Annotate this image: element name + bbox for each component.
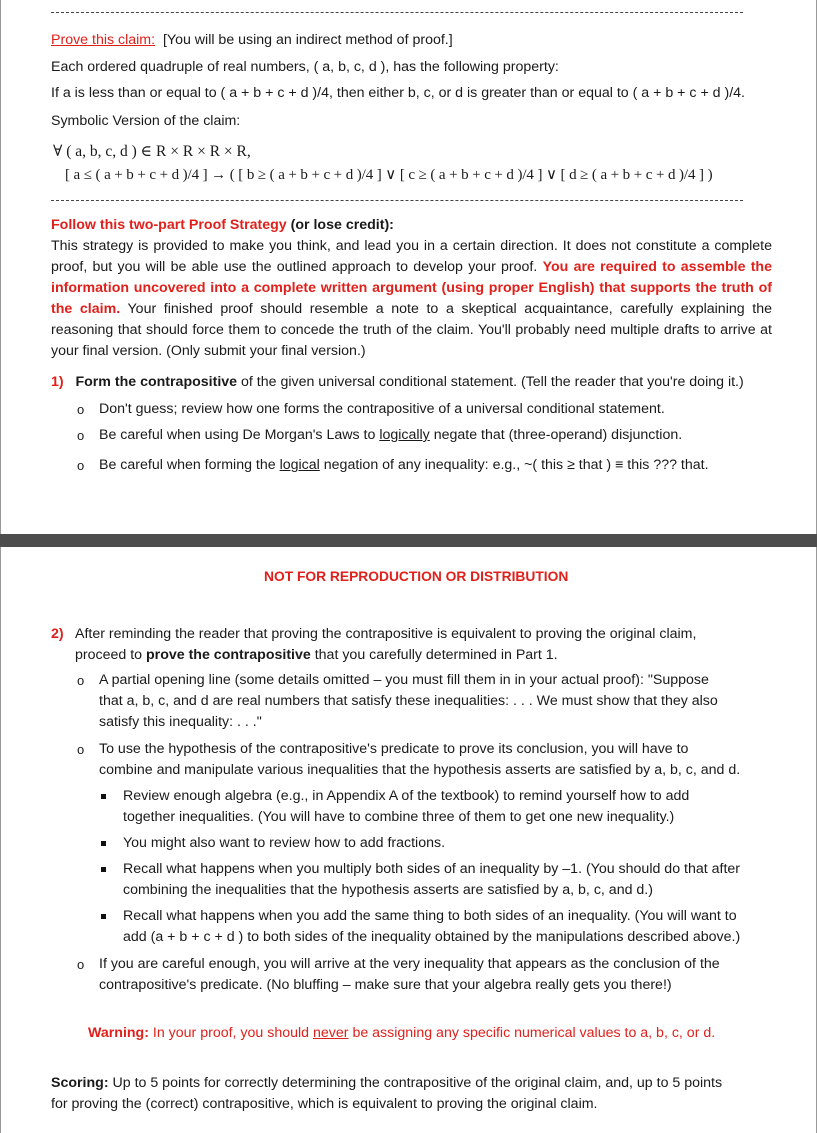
step1-rest: of the given universal conditional statement. (Tell the reader that you're doing it.) [237,374,744,390]
step2-line-1: After reminding the reader that proving the contrapositive is equivalent to proving the original claim, [75,626,697,642]
claim-line-1: Each ordered quadruple of real numbers, ( a, b, c, d ), has the following property: [51,59,559,75]
square-bullet-icon [101,867,106,872]
step1-bullet-2-ul: logically [379,427,430,443]
step2-line-2-a: proceed to [75,647,146,663]
step1-bullet-2 [99,426,682,444]
strategy-text-red: You are required to assemble the information uncovered into a complete written argument (using proper English) that supports the truth of the claim. [51,259,772,317]
symbolic-label: Symbolic Version of the claim: [51,113,241,129]
claim-heading-note: [You will be using an indirect method of proof.] [162,32,453,48]
scoring-line-1 [51,1074,722,1092]
step1-bold: Form the contrapositive [75,374,238,390]
step1-bullet-3 [99,456,709,474]
scoring-label: Scoring: [51,1075,109,1091]
step2-bullet-2-l1: To use the hypothesis of the contrapositive's predicate to prove its conclusion, you will have to [99,741,689,757]
square-bullet-icon [101,841,106,846]
strategy-paragraph [51,236,772,362]
step2-bullet-1-l3: satisfy this inequality: . . ." [99,714,262,730]
claim-heading-line [51,31,453,49]
step2-bullet-3-l2: contrapositive's predicate. (No bluffing – make sure that your algebra really gets you there!) [99,977,672,993]
step1-bullet-3-ul: logical [279,457,320,473]
strategy-heading [51,216,394,234]
warning-label: Warning: [88,1025,149,1041]
notice-banner: NOT FOR REPRODUCTION OR DISTRIBUTION [264,569,569,584]
dashed-divider-middle [51,200,743,201]
strategy-text-1: This strategy is provided to make you think, and lead you in a certain direction. It does not constitute a complete proof, but you will be able use the outlined approach to develop your proof. [51,238,772,275]
warning-text-ul: never [313,1025,349,1041]
step2-number: 2) [51,626,64,642]
hollow-bullet-icon: o [77,402,85,417]
warning-text-a: In your proof, you should [148,1025,313,1041]
square-bullet-icon [101,794,106,799]
strategy-heading-red: Follow this two-part Proof Strategy [51,217,287,233]
hollow-bullet-icon: o [77,428,85,443]
step2-sub-1-l1: Review enough algebra (e.g., in Appendix A of the textbook) to remind yourself how to add [123,788,690,804]
step1-line [51,373,744,391]
step2-sub-4-l2: add (a + b + c + d ) to both sides of the inequality obtained by the manipulations described above.) [123,929,741,945]
step1-bullet-2-b: negate that (three-operand) disjunction. [429,427,683,443]
hollow-bullet-icon: o [77,458,85,473]
dashed-divider-top [51,12,743,13]
step2-bullet-3-l1: If you are careful enough, you will arrive at the very inequality that appears as the conclusion of the [99,956,720,972]
step2-sub-2-l1: You might also want to review how to add fractions. [123,835,446,851]
hollow-bullet-icon: o [77,957,85,972]
claim-heading: Prove this claim: [51,32,156,48]
scoring-text-1: Up to 5 points for correctly determining the contrapositive of the original claim, and, up to 5 points [108,1075,723,1091]
step1-number: 1) [51,374,64,390]
step1-bullet-1: Don't guess; review how one forms the contrapositive of a universal conditional statement. [99,401,665,417]
step2-bullet-1-l2: that a, b, c, and d are real numbers that satisfy these inequalities: . . . We must show that they also [99,693,718,709]
strategy-heading-black: (or lose credit): [286,217,394,233]
warning-text-b: be assigning any specific numerical values to a, b, c, or d. [348,1025,716,1041]
symbolic-line-1: ∀ ( a, b, c, d ) ∈ R × R × R × R, [53,143,251,160]
hollow-bullet-icon: o [77,673,85,688]
step2-sub-3-l2: combining the inequalities that the hypothesis asserts are satisfied by a, b, c, and d.) [123,882,653,898]
page-1 [0,0,817,534]
scoring-line-2: for proving the (correct) contrapositive, which is equivalent to proving the original claim. [51,1096,598,1112]
step2-bullet-2-l2: combine and manipulate various inequalities that the hypothesis asserts are satisfied by a, b, c, and d. [99,762,741,778]
step2-line-2-bold: prove the contrapositive [146,647,311,663]
page-2 [0,547,817,1133]
step2-sub-4-l1: Recall what happens when you add the same thing to both sides of an inequality. (You will want to [123,908,737,924]
step2-line-2 [75,646,558,664]
step1-bullet-2-a: Be careful when using De Morgan's Laws to [99,427,380,443]
claim-line-2: If a is less than or equal to ( a + b + c + d )/4, then either b, c, or d is greater than or equal to ( a + b + c + d )/4. [51,85,746,101]
warning-line [88,1024,715,1042]
square-bullet-icon [101,914,106,919]
page-separator [0,534,817,547]
step1-bullet-3-b: negation of any inequality: e.g., ~( this ≥ that ) ≡ this ??? that. [319,457,709,473]
strategy-text-2: Your finished proof should resemble a note to a skeptical acquaintance, carefully explaining the reasoning that should force them to concede the truth of the claim. You'll probably need multiple drafts to arrive at your final version. (Only submit your final version.) [51,301,772,359]
hollow-bullet-icon: o [77,742,85,757]
step1-bullet-3-a: Be careful when forming the [99,457,280,473]
step2-bullet-1-l1: A partial opening line (some details omitted – you must fill them in in your actual proof): "Suppose [99,672,709,688]
symbolic-line-2: [ a ≤ ( a + b + c + d )/4 ] → ( [ b ≥ ( a + b + c + d )/4 ] ∨ [ c ≥ ( a + b + c + d )/4 ] ∨ [ d ≥ ( a + b + c + d )/4 ] ) [65,167,713,183]
step2-line-2-b: that you carefully determined in Part 1. [310,647,558,663]
step2-sub-3-l1: Recall what happens when you multiply both sides of an inequality by –1. (You should do that after [123,861,741,877]
step2-sub-1-l2: together inequalities. (You will have to combine three of them to get one new inequality.) [123,809,675,825]
